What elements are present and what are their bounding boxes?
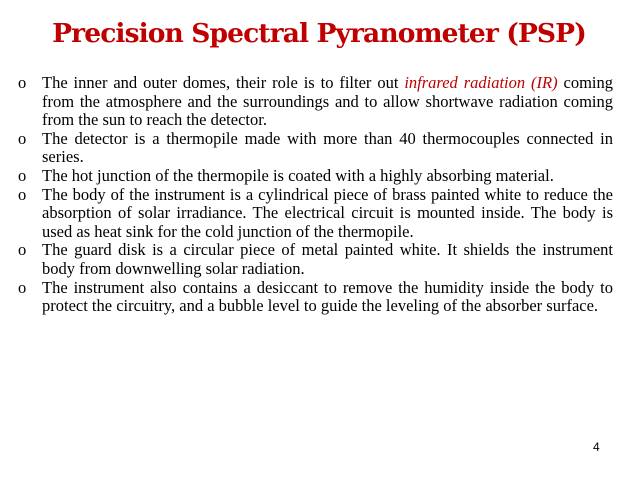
bullet-marker: o	[18, 128, 27, 148]
bullet-item-desiccant	[18, 279, 613, 316]
bullet-text: The inner and outer domes, their role is to filter out	[42, 73, 405, 92]
bullet-text: The instrument also contains a desiccant to remove the humidity inside the body to protect the circuitry, and a bubble level to guide the leveling of the absorber surface.	[42, 277, 613, 316]
bullet-item-detector	[18, 130, 613, 167]
bullet-item-hot-junction	[18, 167, 613, 186]
bullet-text: coming from the atmosphere and the surroundings and to allow shortwave radiation coming from the sun to reach the detector.	[42, 73, 613, 130]
slide-title: Precision Spectral Pyranometer (PSP)	[52, 18, 586, 49]
bullet-marker: o	[18, 165, 27, 185]
bullet-text: The guard disk is a circular piece of metal painted white. It shields the instrument body from downwelling solar radiation.	[42, 240, 613, 278]
bullet-item-domes	[18, 74, 613, 130]
bullet-marker: o	[18, 184, 27, 204]
bullet-marker: o	[18, 277, 27, 297]
bullet-list	[18, 74, 613, 316]
bullet-text: The body of the instrument is a cylindrical piece of brass painted white to reduce the absorption of solar irradiance. The electrical circuit is mounted inside. The body is used as heat sink for the cold junction of the thermopile.	[42, 184, 613, 241]
bullet-marker: o	[18, 240, 27, 260]
bullet-text: The hot junction of the thermopile is coated with a highly absorbing material.	[42, 165, 554, 185]
highlight-infrared: infrared radiation (IR)	[404, 73, 558, 92]
bullet-text: The detector is a thermopile made with more than 40 thermocouples connected in series.	[42, 128, 613, 167]
bullet-marker: o	[18, 73, 27, 92]
bullet-item-body	[18, 186, 613, 242]
bullet-item-guard-disk	[18, 241, 613, 278]
page-number: 4	[593, 440, 600, 454]
